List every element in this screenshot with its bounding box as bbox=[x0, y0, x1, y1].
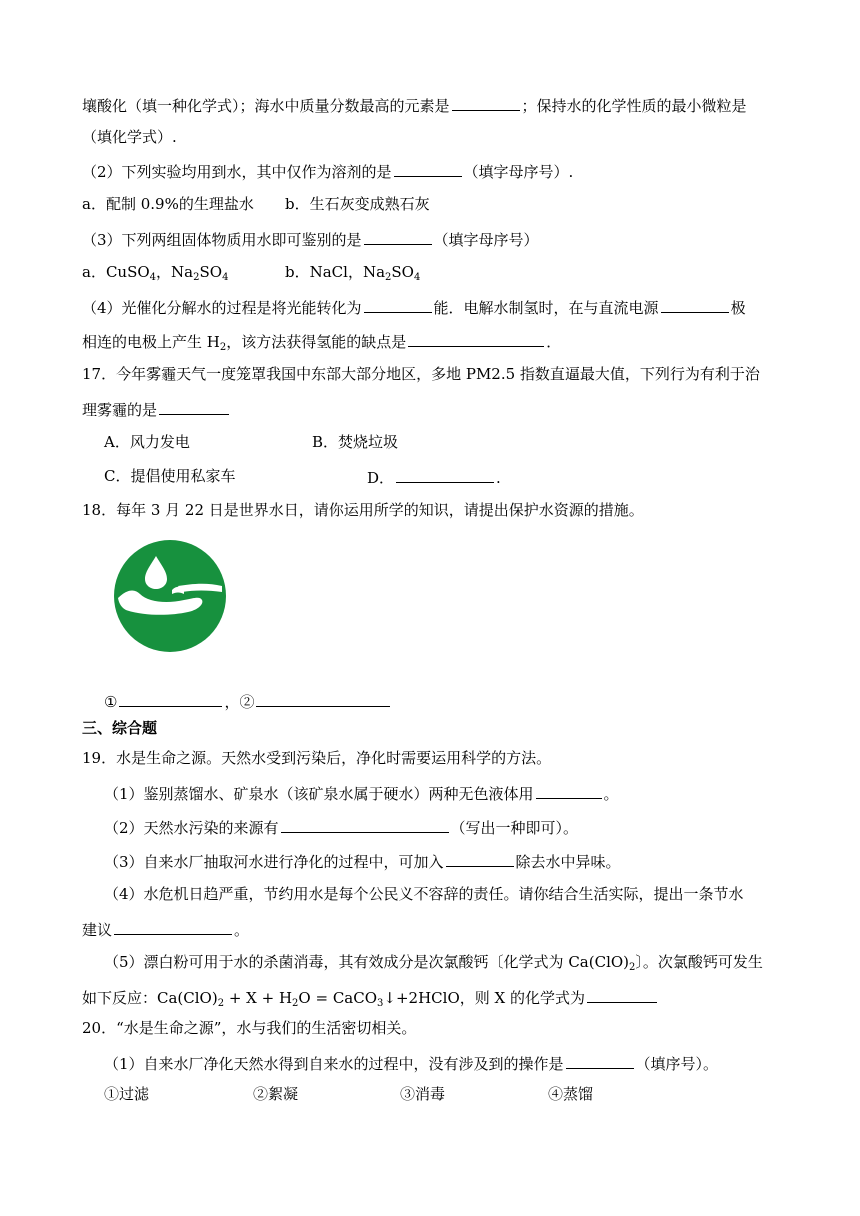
q17-option-c: C．提倡使用私家车 bbox=[104, 467, 236, 485]
q16-part3-option-a: a．CuSO$_4$，$Na_2SO_4$ bbox=[82, 263, 229, 283]
q19-part3-text-a: （3）自来水厂抽取河水进行净化的过程中，可加入 bbox=[104, 853, 444, 871]
q16-part3-text-b: （填字母序号） bbox=[433, 231, 539, 249]
q19-part2-text-a: （2）天然水污染的来源有 bbox=[104, 819, 279, 837]
q18-answers bbox=[104, 690, 392, 712]
section-title: 三、综合题 bbox=[82, 719, 158, 737]
subscript: 4 bbox=[413, 272, 421, 283]
q16-line1 bbox=[82, 94, 747, 116]
subscript: 2 bbox=[217, 998, 225, 1009]
equation-text-c: O = CaCO bbox=[298, 989, 378, 1007]
q19-line1: 19．水是生命之源。天然水受到污染后，净化时需要运用科学的方法。 bbox=[82, 749, 552, 767]
q19-part1 bbox=[104, 782, 619, 804]
answer-blank[interactable] bbox=[256, 690, 390, 707]
q19-part4-line2 bbox=[82, 918, 249, 940]
q16-part2-text-b: （填字母序号）. bbox=[463, 163, 574, 181]
q20-option-3: ③消毒 bbox=[400, 1085, 446, 1103]
q17-line2 bbox=[82, 398, 231, 420]
q19-part4-line2-text-b: 。 bbox=[234, 921, 250, 939]
q16-part2-text-a: （2）下列实验均用到水，其中仅作为溶剂的是 bbox=[82, 163, 392, 181]
answer-blank[interactable] bbox=[661, 296, 729, 313]
subscript: 4 bbox=[222, 272, 229, 283]
equation-text-b: + X + H bbox=[224, 989, 293, 1007]
q19-part5-line1-end: 〕。次氯酸钙可发生 bbox=[635, 953, 763, 971]
q19-part3 bbox=[104, 850, 621, 872]
q17-option-d bbox=[367, 466, 501, 488]
q16-part3-option-b: b．NaCl，$Na_2SO_4$ bbox=[285, 263, 421, 283]
subscript: 2 bbox=[193, 272, 200, 283]
q16-part4-line2 bbox=[82, 330, 561, 352]
water-saving-logo-icon bbox=[114, 540, 226, 652]
q20-option-4: ④蒸馏 bbox=[548, 1085, 594, 1103]
answer-blank[interactable] bbox=[446, 850, 514, 867]
q16-part2 bbox=[82, 160, 573, 182]
q16-line1-text-a: 壤酸化（填一种化学式）；海水中质量分数最高的元素是 bbox=[82, 97, 450, 115]
answer-blank[interactable] bbox=[114, 918, 232, 935]
q16-part4-text-a: （4）光催化分解水的过程是将光能转化为 bbox=[82, 299, 362, 317]
q16-part2-option-a: a．配制 0.9%的生理盐水 bbox=[82, 195, 254, 213]
answer-blank[interactable] bbox=[281, 816, 449, 833]
answer-blank[interactable] bbox=[119, 690, 222, 707]
subscript: 2 bbox=[385, 272, 392, 283]
circled-two: ② bbox=[239, 693, 255, 711]
q16-part4 bbox=[82, 296, 746, 318]
q19-part1-text-a: （1）鉴别蒸馏水、矿泉水（该矿泉水属于硬水）两种无色液体用 bbox=[104, 785, 534, 803]
answer-blank[interactable] bbox=[364, 228, 432, 245]
equation-text-a: 如下反应：Ca(ClO) bbox=[82, 989, 218, 1007]
q17-line2-text: 理雾霾的是 bbox=[82, 401, 158, 419]
circled-one: ① bbox=[104, 693, 118, 711]
q19-part2-text-b: （写出一种即可）。 bbox=[450, 819, 579, 837]
subscript: 2 bbox=[629, 962, 636, 973]
q17-line1: 17．今年雾霾天气一度笼罩我国中东部大部分地区，多地 PM2.5 指数直逼最大值，下列行为有利于治 bbox=[82, 365, 760, 383]
separator: ， bbox=[156, 263, 172, 281]
formula-text: a．CuSO bbox=[82, 263, 150, 281]
answer-blank[interactable] bbox=[159, 398, 229, 415]
q16-line2: （填化学式）. bbox=[82, 128, 177, 146]
q20-option-2: ②絮凝 bbox=[253, 1085, 299, 1103]
q18-line1: 18．每年 3 月 22 日是世界水日，请你运用所学的知识，请提出保护水资源的措施。 bbox=[82, 501, 644, 519]
q19-part4-line2-text-a: 建议 bbox=[82, 921, 113, 939]
q20-part1-text-b: （填序号）。 bbox=[635, 1055, 719, 1073]
q16-part3 bbox=[82, 228, 539, 250]
q20-part1-text-a: （1）自来水厂净化天然水得到自来水的过程中，没有涉及到的操作是 bbox=[104, 1055, 564, 1073]
formula-text: b．NaCl，Na bbox=[285, 263, 386, 281]
answer-blank[interactable] bbox=[364, 296, 432, 313]
answer-blank[interactable] bbox=[536, 782, 602, 799]
q19-part5-line1-text: （5）漂白粉可用于水的杀菌消毒，其有效成分是次氯酸钙〔化学式为 Ca(ClO) bbox=[104, 953, 630, 971]
q19-part4-line1: （4）水危机日趋严重，节约用水是每个公民义不容辞的责任。请你结合生活实际，提出一条节水 bbox=[104, 885, 744, 903]
q16-part4-line2-text-c: ． bbox=[546, 333, 562, 351]
answer-blank[interactable] bbox=[587, 986, 657, 1003]
subscript: 2 bbox=[219, 342, 227, 353]
subscript: 4 bbox=[149, 272, 157, 283]
q17-option-b: B．焚烧垃圾 bbox=[312, 433, 399, 451]
q19-part5-line2 bbox=[82, 986, 659, 1008]
q16-part2-option-b: b．生石灰变成熟石灰 bbox=[285, 195, 430, 213]
q19-part5-line1 bbox=[104, 952, 763, 972]
answer-blank[interactable] bbox=[452, 94, 520, 111]
q20-option-1: ①过滤 bbox=[104, 1085, 150, 1103]
answer-blank[interactable] bbox=[566, 1052, 634, 1069]
q19-part2 bbox=[104, 816, 578, 838]
answer-blank[interactable] bbox=[394, 160, 462, 177]
q20-line1: 20．“水是生命之源”，水与我们的生活密切相关。 bbox=[82, 1019, 417, 1037]
q17-option-d-end: . bbox=[496, 469, 501, 487]
subscript: 3 bbox=[377, 998, 384, 1009]
q16-part3-text-a: （3）下列两组固体物质用水即可鉴别的是 bbox=[82, 231, 362, 249]
q16-part4-text-b: 能．电解水制氢时，在与直流电源 bbox=[433, 299, 659, 317]
equation-text-d: ↓+2HClO，则 X 的化学式为 bbox=[383, 989, 585, 1007]
q19-part3-text-b: 除去水中异味。 bbox=[515, 853, 621, 871]
q16-part4-line2-text-b: ，该方法获得氢能的缺点是 bbox=[226, 333, 407, 351]
q17-option-a: A．风力发电 bbox=[104, 433, 190, 451]
q17-option-d-label: D． bbox=[367, 469, 395, 487]
subscript: 2 bbox=[292, 998, 299, 1009]
q16-line1-text-b: ；保持水的化学性质的最小微粒是 bbox=[521, 97, 747, 115]
q16-part4-text-c: 极 bbox=[730, 299, 746, 317]
q20-part1 bbox=[104, 1052, 718, 1074]
q19-part1-text-b: 。 bbox=[603, 785, 619, 803]
separator: ， bbox=[224, 693, 240, 711]
q16-part4-line2-text-a: 相连的电极上产生 H bbox=[82, 333, 220, 351]
answer-blank[interactable] bbox=[408, 330, 544, 347]
answer-blank[interactable] bbox=[396, 466, 494, 483]
